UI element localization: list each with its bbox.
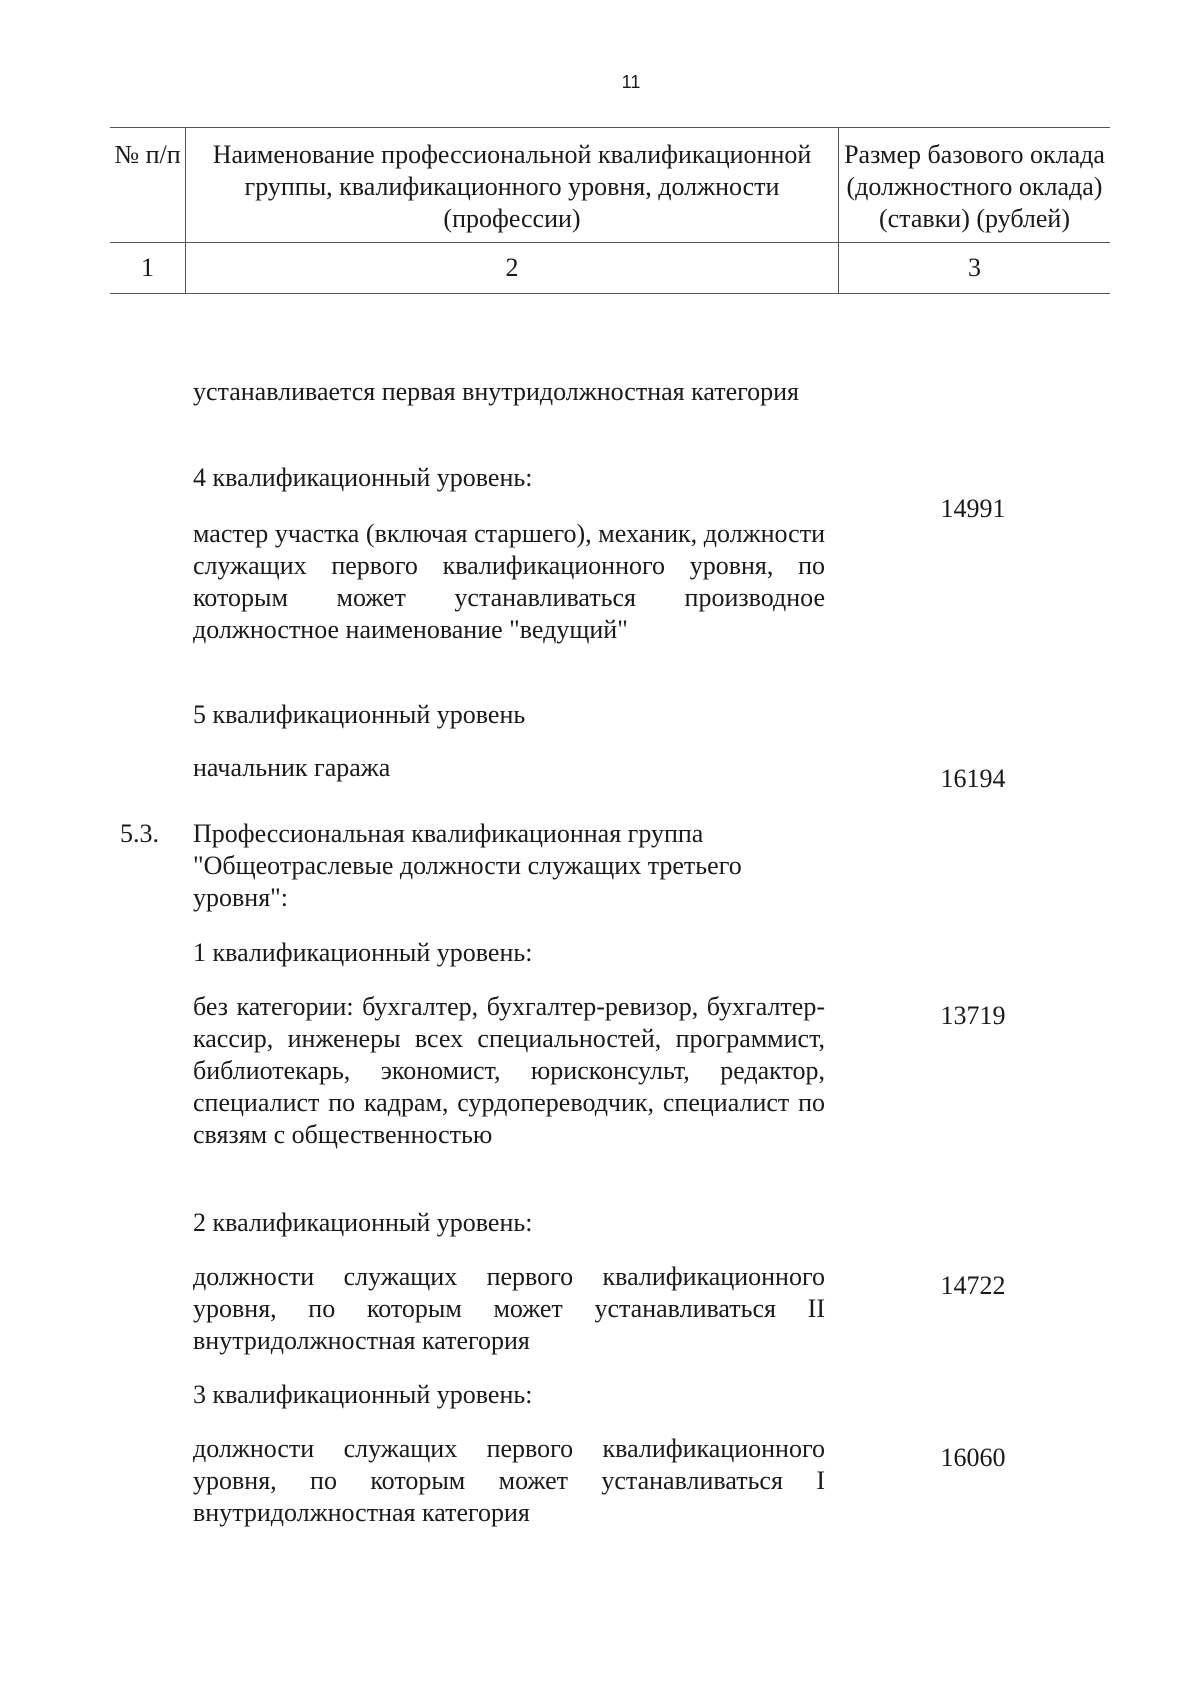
position-description: мастер участка (включая старшего), механик, должности служащих первого квалификационного уровня, по которым может устанавливаться производное должностное наименование "ведущий"	[193, 519, 825, 644]
column-salary-title: Размер базового оклада (должностного оклада) (ставки) (рублей)	[844, 140, 1105, 233]
column-salary-index: 3	[968, 253, 981, 282]
table-header-titles	[110, 128, 1110, 243]
column-name-title: Наименование профессиональной квалификационной группы, квалификационного уровня, должности (профессии)	[186, 128, 839, 242]
qualification-level-heading: 4 квалификационный уровень:	[193, 463, 533, 492]
group-number: 5.3.	[120, 819, 159, 848]
group-title: Профессиональная квалификационная группа "Общеотраслевые должности служащих третьего уровня":	[193, 819, 742, 912]
position-description: должности служащих первого квалификационного уровня, по которым может устанавливаться II внутридолжностная категория	[193, 1262, 825, 1355]
salary-value: 14991	[940, 494, 1006, 523]
column-name-index: 2	[186, 243, 839, 293]
table-header-numbers	[110, 243, 1110, 293]
position-description: начальник гаража	[193, 753, 391, 782]
column-number-index: 1	[110, 243, 186, 293]
table-header	[110, 127, 1110, 294]
qualification-level-heading: 3 квалификационный уровень:	[193, 1380, 533, 1409]
qualification-level-heading: 5 квалификационный уровень	[193, 700, 526, 729]
position-description: должности служащих первого квалификационного уровня, по которым может устанавливаться I внутридолжностная категория	[193, 1434, 825, 1527]
qualification-level-heading: 1 квалификационный уровень:	[193, 938, 533, 967]
qualification-level-heading: 2 квалификационный уровень:	[193, 1208, 533, 1237]
salary-value: 16060	[940, 1443, 1006, 1472]
column-number-title: № п/п	[110, 128, 186, 242]
salary-value: 13719	[940, 1001, 1006, 1030]
position-description: без категории: бухгалтер, бухгалтер-ревизор, бухгалтер-кассир, инженеры всех специальностей, программист, библиотекарь, экономист, юрисконсульт, редактор, специалист по кадрам, сурдопереводчик, специалист по связям с общественностью	[193, 992, 825, 1149]
page-number: 11	[621, 72, 641, 92]
salary-value: 16194	[940, 764, 1006, 793]
salary-value: 14722	[940, 1271, 1006, 1300]
row-category-text: устанавливается первая внутридолжностная категория	[193, 377, 799, 406]
